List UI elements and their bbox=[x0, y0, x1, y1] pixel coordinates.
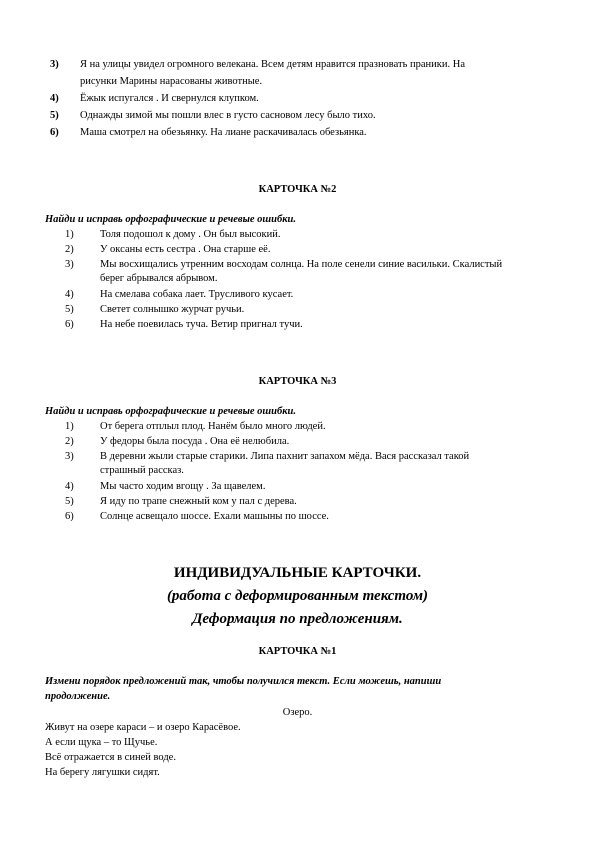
list-item-number: 6) bbox=[50, 127, 59, 138]
text-line: На берегу лягушки сидят. bbox=[45, 767, 160, 778]
list-item-number: 2) bbox=[65, 244, 74, 255]
list-item-number: 3) bbox=[65, 259, 74, 270]
card-instruction: Измени порядок предложений так, чтобы получился текст. Если можешь, напиши bbox=[45, 676, 442, 687]
list-item-text: страшный рассказ. bbox=[100, 465, 184, 476]
list-item-text: Я на улицы увидел огромного велекана. Всем детям нравится празновать праники. На bbox=[80, 59, 466, 70]
list-item-text: Мы восхищались утренним восходам солнца. На поле сенели синие васильки. Скалистый bbox=[100, 259, 503, 270]
text-line: Живут на озере караси – и озеро Карасёвое. bbox=[45, 722, 241, 733]
list-item-text: Я иду по трапе снежный ком у пал с дерева. bbox=[100, 496, 297, 507]
card-title: КАРТОЧКА №1 bbox=[258, 646, 337, 657]
list-item-number: 4) bbox=[50, 93, 59, 104]
text-line: А если щука – то Щучье. bbox=[45, 737, 158, 748]
list-item-text: Однажды зимой мы пошли влес в густо сасновом лесу было тихо. bbox=[80, 110, 376, 121]
list-item-number: 5) bbox=[50, 110, 59, 121]
list-item-number: 3) bbox=[50, 59, 59, 70]
list-item-number: 2) bbox=[65, 436, 74, 447]
text-title: Озеро. bbox=[282, 707, 313, 718]
card-instruction: Найди и исправь орфографические и речевые ошибки. bbox=[45, 214, 297, 225]
list-item-text: Толя подошол к дому . Он был высокий. bbox=[100, 229, 281, 240]
list-item-text: У федоры была посуда . Она её нелюбила. bbox=[100, 436, 290, 447]
section-subtitle: (работа с деформированным текстом) bbox=[166, 588, 429, 604]
card-instruction: продолжение. bbox=[45, 691, 111, 702]
card-title: КАРТОЧКА №3 bbox=[258, 376, 337, 387]
list-item-number: 3) bbox=[65, 451, 74, 462]
list-item-text: рисунки Марины нарасованы животные. bbox=[80, 76, 263, 87]
list-item-text: Маша смотрел на обезьянку. На лиане раскачивалась обезьянка. bbox=[80, 127, 367, 138]
list-item-text: В деревни жыли старые старики. Липа пахнит запахом мёда. Вася рассказал такой bbox=[100, 451, 470, 462]
list-item-number: 1) bbox=[65, 421, 74, 432]
list-item-number: 4) bbox=[65, 289, 74, 300]
text-line: Всё отражается в синей воде. bbox=[45, 752, 176, 763]
section-subtitle-2: Деформация по предложениям. bbox=[192, 611, 403, 627]
list-item-number: 1) bbox=[65, 229, 74, 240]
list-item-text: На смелава собака лает. Трусливого кусает. bbox=[100, 289, 294, 300]
list-item-number: 5) bbox=[65, 496, 74, 507]
list-item-text: берег абрывался абрывом. bbox=[100, 273, 218, 284]
card-instruction: Найди и исправь орфографические и речевые ошибки. bbox=[45, 406, 297, 417]
list-item-text: У оксаны есть сестра . Она старше её. bbox=[100, 244, 271, 255]
section-title: ИНДИВИДУАЛЬНЫЕ КАРТОЧКИ. bbox=[173, 565, 422, 581]
list-item-text: Мы часто ходим вгощу . За щавелем. bbox=[100, 481, 266, 492]
card-title: КАРТОЧКА №2 bbox=[258, 184, 337, 195]
list-item-number: 6) bbox=[65, 319, 74, 330]
list-item-text: Ёжык испугался . И свернулся клупком. bbox=[80, 93, 259, 104]
list-item-number: 4) bbox=[65, 481, 74, 492]
list-item-number: 5) bbox=[65, 304, 74, 315]
list-item-text: От берега отплыл плод. Нaнём было много людей. bbox=[100, 421, 326, 432]
list-item-text: На небе поевилась туча. Ветир пригнал тучи. bbox=[100, 319, 303, 330]
list-item-text: Светет солнышко журчат ручьи. bbox=[100, 304, 245, 315]
list-item-number: 6) bbox=[65, 511, 74, 522]
list-item-text: Солнце асвещало шоссе. Ехали машыны по шоссе. bbox=[100, 511, 329, 522]
